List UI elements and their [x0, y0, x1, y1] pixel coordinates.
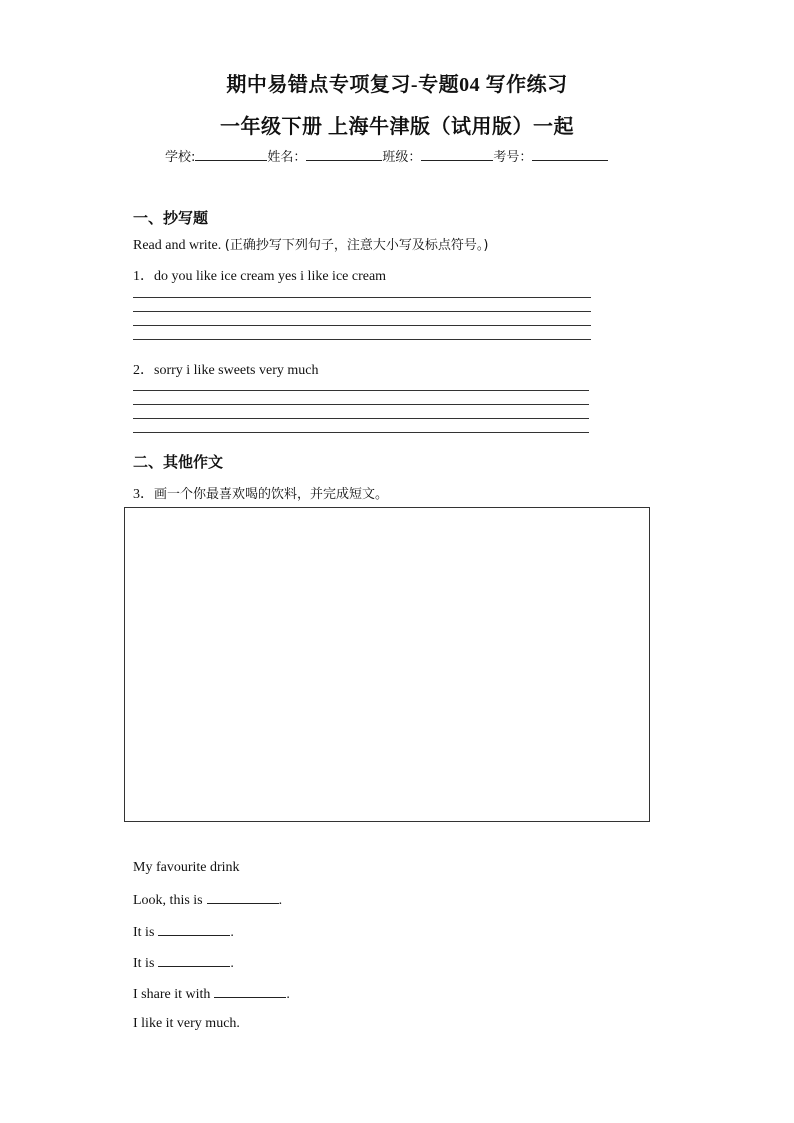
section-1-heading: 一、抄写题 — [133, 209, 209, 227]
exam-number-blank[interactable] — [532, 148, 608, 161]
question-2-number: 2． — [133, 363, 154, 378]
period: . — [230, 925, 234, 940]
writing-line[interactable] — [133, 325, 591, 326]
exam-number-label: 考号： — [493, 150, 533, 165]
essay-line-1 — [133, 891, 282, 909]
writing-line[interactable] — [133, 390, 589, 391]
question-3 — [133, 483, 388, 503]
question-2 — [133, 359, 318, 379]
worksheet-subtitle: 一年级下册 上海牛津版（试用版）一起 — [220, 116, 574, 138]
essay-line-3 — [133, 954, 234, 972]
writing-line[interactable] — [133, 404, 589, 405]
essay-line-4 — [133, 985, 290, 1003]
essay-blank-3[interactable] — [158, 954, 230, 967]
essay-line-5: I like it very much. — [133, 1016, 240, 1031]
class-label: 班级： — [382, 150, 422, 165]
student-info-row — [165, 146, 608, 165]
writing-line[interactable] — [133, 432, 589, 433]
essay-blank-1[interactable] — [207, 891, 279, 904]
essay-line-1-text: Look, this is — [133, 893, 203, 908]
essay-line-4-text: I share it with — [133, 987, 211, 1002]
writing-line[interactable] — [133, 311, 591, 312]
section-1-instruction — [133, 234, 488, 254]
class-blank[interactable] — [421, 148, 493, 161]
essay-blank-4[interactable] — [214, 985, 286, 998]
essay-line-2-text: It is — [133, 925, 155, 940]
drawing-box[interactable] — [124, 507, 650, 822]
section-2-heading: 二、其他作文 — [133, 453, 224, 471]
essay-title: My favourite drink — [133, 860, 240, 875]
question-1 — [133, 265, 386, 285]
name-label: 姓名： — [267, 150, 307, 165]
essay-line-3-text: It is — [133, 956, 155, 971]
question-3-number: 3． — [133, 487, 154, 502]
period: . — [278, 893, 283, 908]
writing-line[interactable] — [133, 418, 589, 419]
essay-line-2 — [133, 923, 234, 941]
school-label: 学校: — [165, 150, 196, 165]
writing-line[interactable] — [133, 339, 591, 340]
question-1-text: do you like ice cream yes i like ice cream — [154, 269, 387, 284]
name-blank[interactable] — [306, 148, 382, 161]
writing-line[interactable] — [133, 297, 591, 298]
school-blank[interactable] — [195, 148, 267, 161]
question-2-text: sorry i like sweets very much — [154, 363, 319, 378]
period: . — [286, 987, 290, 1002]
essay-blank-2[interactable] — [158, 923, 230, 936]
instruction-english: Read and write. — [133, 238, 222, 253]
question-3-text: 画一个你最喜欢喝的饮料，并完成短文。 — [154, 487, 389, 502]
period: . — [230, 956, 234, 971]
instruction-chinese: (正确抄写下列句子，注意大小写及标点符号。) — [224, 238, 489, 253]
worksheet-title: 期中易错点专项复习-专题04 写作练习 — [226, 74, 568, 96]
question-1-number: 1． — [133, 269, 154, 284]
